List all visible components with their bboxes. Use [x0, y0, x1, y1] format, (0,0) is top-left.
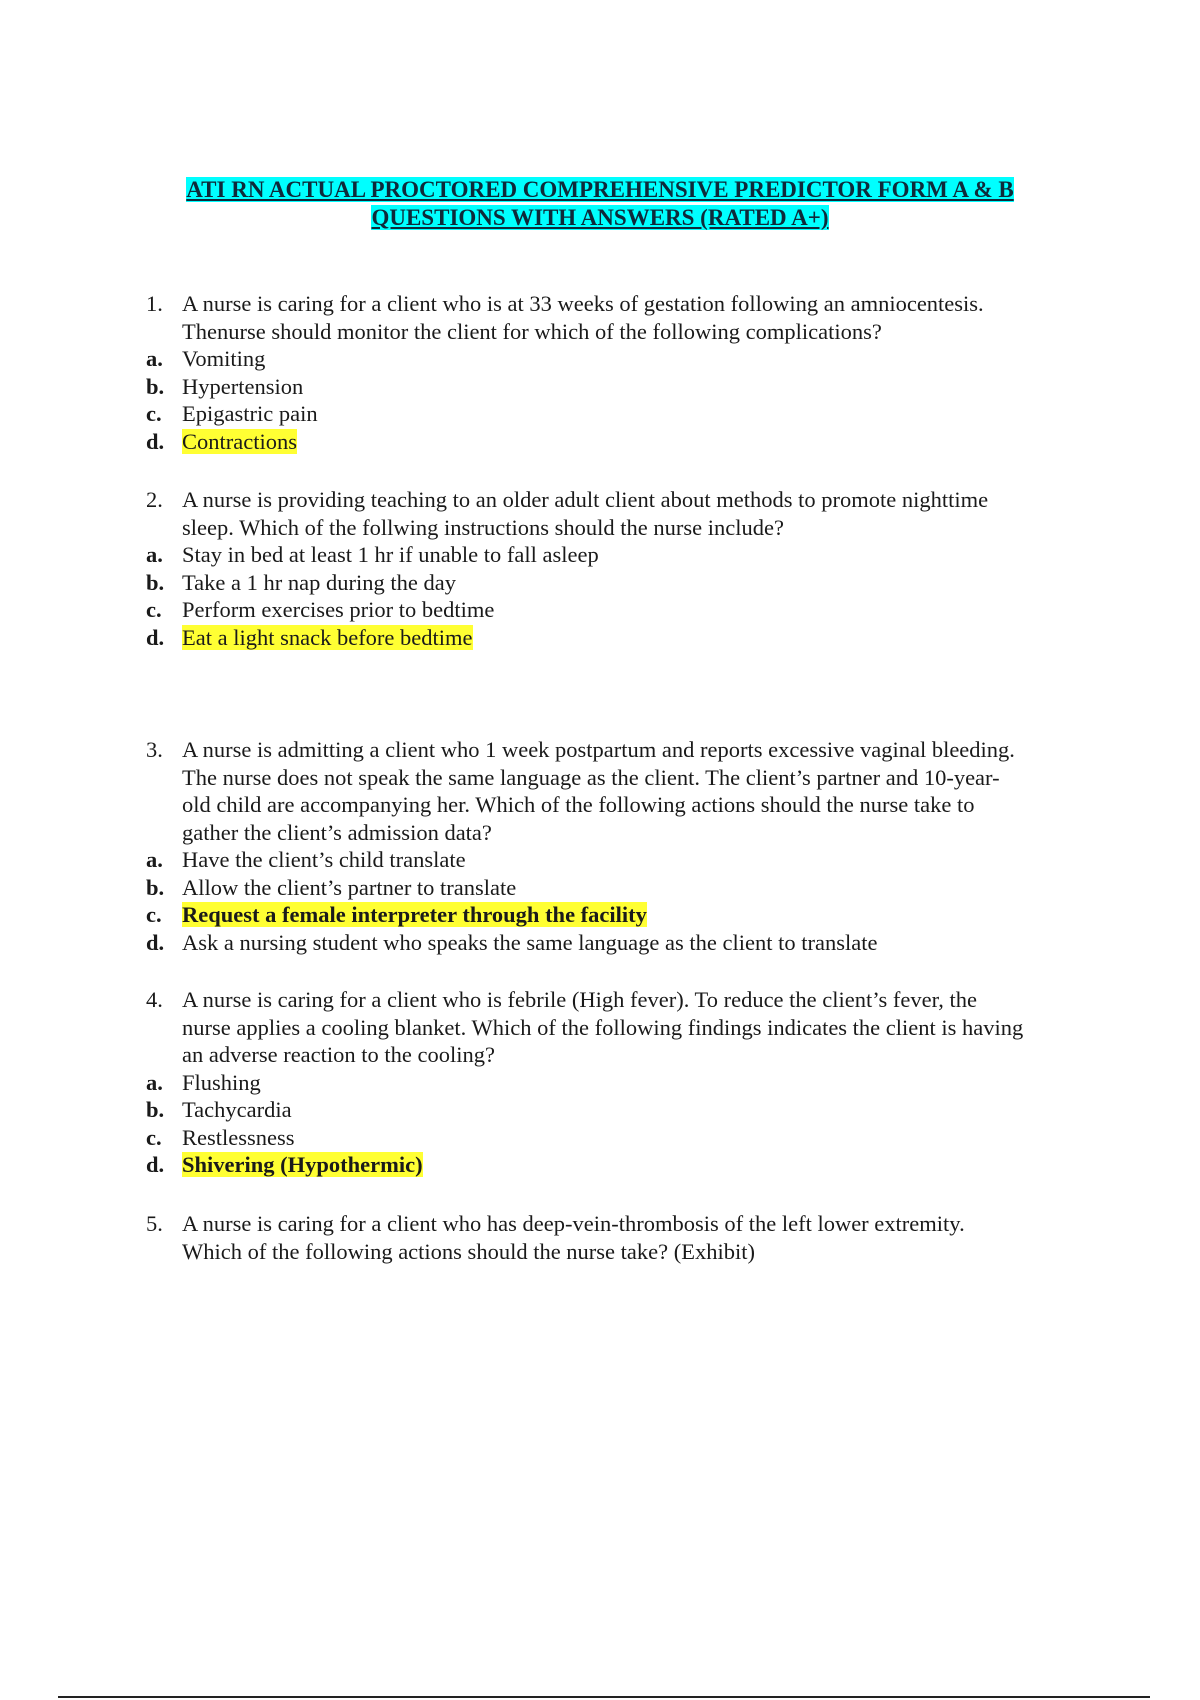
option-letter: c. [146, 902, 162, 927]
highlighted-answer: Eat a light snack before bedtime [182, 624, 473, 650]
option-text: Hypertension [182, 373, 304, 399]
question-number: 3. [146, 737, 163, 762]
question-line: gather the client’s admission data? [182, 819, 492, 845]
option-d [146, 929, 1146, 957]
question-5 [146, 1210, 1146, 1265]
option-letter: a. [146, 542, 163, 567]
option-text: Restlessness [182, 1124, 295, 1150]
option-letter: d. [146, 428, 165, 454]
option-letter: a. [146, 847, 163, 872]
question-stem [146, 986, 1146, 1069]
option-letter: a. [146, 1069, 163, 1095]
option-text: Flushing [182, 1069, 261, 1095]
option-a [146, 846, 1146, 874]
option-text: Have the client’s child translate [182, 847, 466, 872]
option-letter: d. [146, 624, 165, 650]
question-stem [146, 1210, 1146, 1265]
option-c-answer [146, 901, 1146, 929]
option-text: Vomiting [182, 346, 266, 371]
option-a [146, 541, 1146, 569]
option-letter: c. [146, 1124, 162, 1150]
option-letter: b. [146, 569, 165, 595]
question-4 [146, 986, 1146, 1179]
option-letter: c. [146, 401, 162, 426]
option-d-answer [146, 428, 1146, 456]
option-letter: a. [146, 346, 163, 371]
title-line-2: QUESTIONS WITH ANSWERS (RATED A+) [371, 205, 829, 230]
question-stem [146, 486, 1146, 541]
question-number: 4. [146, 987, 163, 1012]
question-2 [146, 486, 1146, 651]
highlighted-answer: Contractions [182, 428, 297, 454]
question-line: old child are accompanying her. Which of the following actions should the nurse take to [182, 792, 975, 817]
option-letter: b. [146, 1097, 165, 1122]
question-line: A nurse is admitting a client who 1 week postpartum and reports excessive vaginal bleeding. [182, 737, 1015, 762]
highlighted-answer: Shivering (Hypothermic) [182, 1152, 423, 1177]
option-text: Perform exercises prior to bedtime [182, 597, 495, 622]
option-text: Tachycardia [182, 1097, 292, 1122]
question-line: nurse applies a cooling blanket. Which of the following findings indicates the client is having [182, 1014, 1024, 1040]
highlighted-answer: Request a female interpreter through the facility [182, 902, 647, 927]
option-text: Stay in bed at least 1 hr if unable to fall asleep [182, 542, 599, 567]
question-stem [146, 736, 1146, 846]
option-letter: d. [146, 1152, 165, 1177]
option-d-answer [146, 624, 1146, 652]
document-page [48, 0, 1152, 1700]
question-stem [146, 290, 1146, 345]
question-number: 2. [146, 487, 163, 512]
question-line: sleep. Which of the follwing instructions should the nurse include? [182, 514, 784, 540]
question-line: Thenurse should monitor the client for which of the following complications? [182, 318, 882, 344]
question-1 [146, 290, 1146, 455]
option-letter: b. [146, 874, 165, 900]
question-line: an adverse reaction to the cooling? [182, 1042, 495, 1067]
footer-rule [58, 1696, 1150, 1698]
option-letter: c. [146, 597, 162, 622]
question-3 [146, 736, 1146, 956]
title-line-1: ATI RN ACTUAL PROCTORED COMPREHENSIVE PREDICTOR FORM A & B [186, 177, 1014, 202]
question-line: The nurse does not speak the same language as the client. The client’s partner and 10-year- [182, 764, 1000, 790]
option-text: Allow the client’s partner to translate [182, 874, 517, 900]
option-b [146, 373, 1146, 401]
question-line: A nurse is caring for a client who is febrile (High fever). To reduce the client’s fever, the [182, 987, 977, 1012]
option-b [146, 874, 1146, 902]
option-b [146, 569, 1146, 597]
question-number: 5. [146, 1211, 163, 1236]
option-c [146, 400, 1146, 428]
option-a [146, 1069, 1146, 1097]
option-text: Take a 1 hr nap during the day [182, 569, 456, 595]
question-line: A nurse is caring for a client who is at 33 weeks of gestation following an amniocentesis. [182, 291, 984, 316]
question-line: A nurse is providing teaching to an older adult client about methods to promote nighttime [182, 487, 989, 512]
option-text: Epigastric pain [182, 401, 318, 426]
option-a [146, 345, 1146, 373]
question-line: A nurse is caring for a client who has deep-vein-thrombosis of the left lower extremity. [182, 1211, 965, 1236]
option-c [146, 596, 1146, 624]
option-b [146, 1096, 1146, 1124]
document-title [48, 176, 1152, 232]
option-letter: b. [146, 373, 165, 399]
option-c [146, 1124, 1146, 1152]
option-letter: d. [146, 929, 165, 955]
option-d-answer [146, 1151, 1146, 1179]
question-number: 1. [146, 291, 163, 316]
option-text: Ask a nursing student who speaks the same language as the client to translate [182, 929, 878, 955]
question-line: Which of the following actions should the nurse take? (Exhibit) [182, 1238, 755, 1264]
